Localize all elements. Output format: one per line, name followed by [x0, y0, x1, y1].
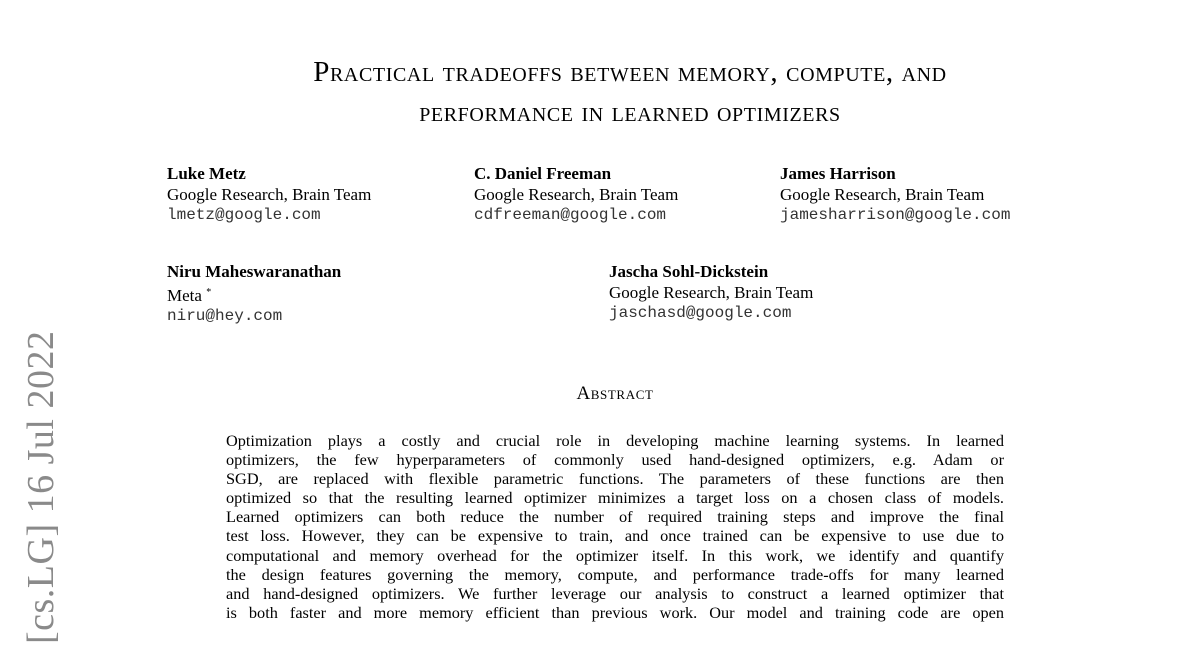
author-block-maheswaranathan — [167, 261, 341, 327]
author-email: jamesharrison@google.com — [780, 206, 1011, 224]
author-email: cdfreeman@google.com — [474, 206, 667, 224]
author-affiliation: Google Research, Brain Team — [609, 283, 814, 302]
author-name: Niru Maheswaranathan — [167, 262, 342, 281]
author-email: niru@hey.com — [167, 307, 283, 325]
abstract-line: test loss. However, they can be expensive to train, and once trained can be expensive to use due to — [226, 526, 1004, 546]
author-block-freeman — [474, 163, 678, 226]
author-affiliation: Google Research, Brain Team — [780, 185, 985, 204]
paper-title — [130, 52, 1130, 132]
abstract-line: is both faster and more memory efficient than previous work. Our model and training code are open — [226, 602, 1004, 622]
abstract-body — [226, 431, 1004, 622]
abstract-heading: Abstract — [576, 383, 654, 404]
abstract-line: and hand-designed optimizers. We further leverage our analysis to construct a learned optimizer that — [226, 583, 1004, 603]
abstract-line: the design features governing the memory, compute, and performance trade-offs for many learned — [226, 564, 1004, 584]
author-affiliation: Google Research, Brain Team — [474, 185, 679, 204]
author-name: Jascha Sohl-Dickstein — [609, 262, 769, 281]
title-line-1: Practical tradeoffs between memory, compute, and — [313, 56, 947, 88]
author-name: C. Daniel Freeman — [474, 164, 612, 183]
author-block-harrison — [780, 163, 1010, 226]
abstract-line: Learned optimizers can both reduce the number of required training steps and improve the final — [226, 507, 1004, 527]
affiliation-text: Meta — [167, 286, 202, 305]
author-name: James Harrison — [780, 164, 896, 183]
author-email: lmetz@google.com — [167, 206, 321, 224]
abstract-line: computational and memory overhead for the optimizer itself. In this work, we identify and quantify — [226, 545, 1004, 565]
abstract-line: optimizers, the few hyperparameters of commonly used hand-designed optimizers, e.g. Adam or — [226, 450, 1004, 470]
abstract-line: Optimization plays a costly and crucial role in developing machine learning systems. In learned — [226, 431, 1004, 450]
author-email: jaschasd@google.com — [609, 304, 792, 322]
footnote-mark: * — [206, 287, 212, 298]
abstract-line: optimized so that the resulting learned optimizer minimizes a target loss on a chosen class of models. — [226, 488, 1004, 508]
author-affiliation — [167, 282, 341, 306]
arxiv-side-stamp: [cs.LG] 16 Jul 2022 — [20, 330, 62, 644]
author-name: Luke Metz — [167, 164, 246, 183]
title-line-2: performance in learned optimizers — [419, 96, 841, 128]
author-block-metz — [167, 163, 371, 226]
author-block-sohl-dickstein — [609, 261, 813, 324]
author-affiliation: Google Research, Brain Team — [167, 185, 372, 204]
abstract-line: SGD, are replaced with flexible parametric functions. The parameters of these functions are then — [226, 469, 1004, 489]
